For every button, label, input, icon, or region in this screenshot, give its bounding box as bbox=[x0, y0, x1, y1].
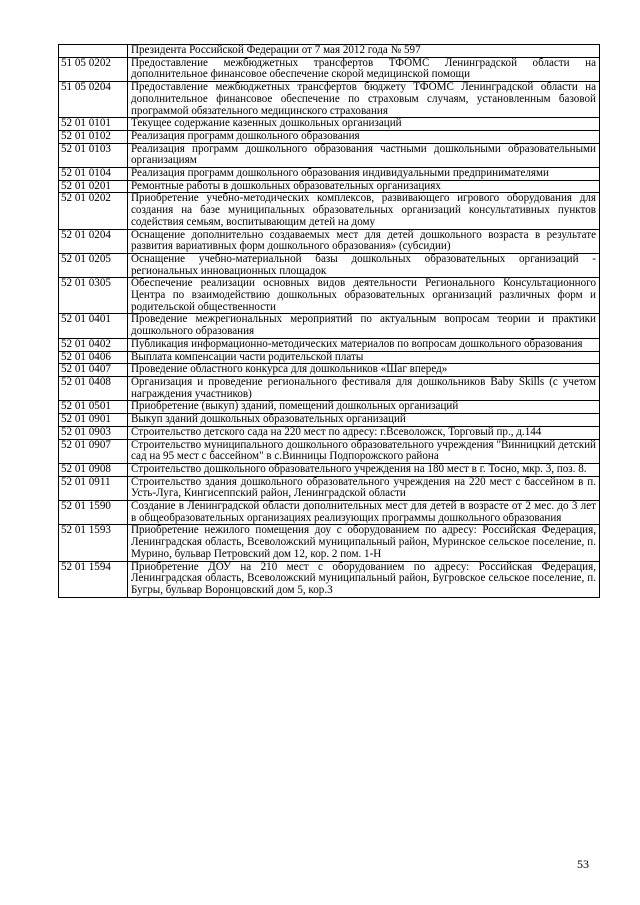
row-description: Приобретение (выкуп) зданий, помещений дошкольных организаций bbox=[128, 401, 600, 414]
row-code bbox=[59, 45, 128, 58]
table-row bbox=[59, 463, 600, 476]
row-description: Приобретение нежилого помещения доу с оборудованием по адресу: Российская Федерация, Ленинградская область, Всеволожский муниципальный район, Муринское сельское поселение, п. Мурино, бульвар Петровский дом 12, кор. 2 пом. 1-Н bbox=[128, 525, 600, 561]
row-code: 52 01 0903 bbox=[59, 426, 128, 439]
row-code: 52 01 0908 bbox=[59, 463, 128, 476]
table-row bbox=[59, 143, 600, 167]
table-row bbox=[59, 82, 600, 118]
row-description: Реализация программ дошкольного образования bbox=[128, 130, 600, 143]
table-row bbox=[59, 314, 600, 338]
row-code: 52 01 0101 bbox=[59, 118, 128, 131]
table-row bbox=[59, 253, 600, 277]
row-description: Строительство детского сада на 220 мест по адресу: г.Всеволожск, Торговый пр., д.144 bbox=[128, 426, 600, 439]
row-description: Создание в Ленинградской области дополнительных мест для детей в возрасте от 2 мес. до 3 лет в общеобразовательных организациях реализующих программы дошкольного образования bbox=[128, 501, 600, 525]
table-row bbox=[59, 376, 600, 400]
table-row bbox=[59, 338, 600, 351]
row-code: 51 05 0204 bbox=[59, 82, 128, 118]
row-code: 52 01 0407 bbox=[59, 364, 128, 377]
row-description: Проведение областного конкурса для дошкольников «Шаг вперед» bbox=[128, 364, 600, 377]
table-row bbox=[59, 439, 600, 463]
row-code: 52 01 0501 bbox=[59, 401, 128, 414]
table-row bbox=[59, 414, 600, 427]
row-description: Предоставление межбюджетных трансфертов бюджету ТФОМС Ленинградской области на дополнительное финансовое обеспечение по страховым случаям, установленным базовой программой обязательного медицинского страхования bbox=[128, 82, 600, 118]
table-row bbox=[59, 501, 600, 525]
row-code: 52 01 0102 bbox=[59, 130, 128, 143]
table-row bbox=[59, 118, 600, 131]
budget-codes-table bbox=[58, 44, 600, 598]
row-code: 52 01 1590 bbox=[59, 501, 128, 525]
row-code: 52 01 0104 bbox=[59, 168, 128, 181]
table-row bbox=[59, 364, 600, 377]
table-row bbox=[59, 130, 600, 143]
table-row bbox=[59, 401, 600, 414]
row-code: 52 01 0401 bbox=[59, 314, 128, 338]
row-description: Оснащение дополнительно создаваемых мест для детей дошкольного возраста в результате развития вариативных форм дошкольного образования» (субсидии) bbox=[128, 229, 600, 253]
row-description: Выплата компенсации части родительской платы bbox=[128, 351, 600, 364]
row-description: Текущее содержание казенных дошкольных организаций bbox=[128, 118, 600, 131]
row-code: 52 01 0103 bbox=[59, 143, 128, 167]
row-code: 52 01 0205 bbox=[59, 253, 128, 277]
table-row bbox=[59, 45, 600, 58]
row-code: 52 01 1594 bbox=[59, 561, 128, 597]
row-description: Приобретение ДОУ на 210 мест с оборудованием по адресу: Российская Федерация, Ленинградская область, Всеволожский муниципальный район, Бугровское сельское поселение, п. Бугры, бульвар Воронцовский дом 5, кор.3 bbox=[128, 561, 600, 597]
row-description: Президента Российской Федерации от 7 мая 2012 года № 597 bbox=[128, 45, 600, 58]
row-code: 52 01 1593 bbox=[59, 525, 128, 561]
row-description: Выкуп зданий дошкольных образовательных организаций bbox=[128, 414, 600, 427]
row-description: Обеспечение реализации основных видов деятельности Регионального Консультационного Центра по взаимодействию дошкольных образовательных организаций различных форм и родительской общественности bbox=[128, 278, 600, 314]
row-description: Приобретение учебно-методических комплексов, развивающего игрового оборудования для создания на базе муниципальных образовательных организаций консультативных пунктов содействия семьям, воспитывающим детей на дому bbox=[128, 193, 600, 229]
table-row bbox=[59, 193, 600, 229]
page-number: 53 bbox=[577, 857, 589, 871]
table-row bbox=[59, 57, 600, 81]
row-description: Предоставление межбюджетных трансфертов ТФОМС Ленинградской области на дополнительное финансовое обеспечение скорой медицинской помощи bbox=[128, 57, 600, 81]
table-row bbox=[59, 426, 600, 439]
row-description: Строительство здания дошкольного образовательного учреждения на 220 мест с бассейном в п. Усть-Луга, Кингисеппский район, Ленинградской области bbox=[128, 476, 600, 500]
row-description: Организация и проведение регионального фестиваля для дошкольников Baby Skills (с учетом награждения участников) bbox=[128, 376, 600, 400]
table-row bbox=[59, 351, 600, 364]
row-code: 52 01 0305 bbox=[59, 278, 128, 314]
table-row bbox=[59, 168, 600, 181]
row-code: 52 01 0408 bbox=[59, 376, 128, 400]
row-code: 52 01 0907 bbox=[59, 439, 128, 463]
table-body bbox=[59, 45, 600, 598]
row-code: 52 01 0406 bbox=[59, 351, 128, 364]
table-row bbox=[59, 278, 600, 314]
row-description: Проведение межрегиональных мероприятий по актуальным вопросам теории и практики дошкольного образования bbox=[128, 314, 600, 338]
table-row bbox=[59, 180, 600, 193]
table-row bbox=[59, 476, 600, 500]
table-row bbox=[59, 525, 600, 561]
row-description: Реализация программ дошкольного образования частными дошкольными образовательными организациям bbox=[128, 143, 600, 167]
row-code: 52 01 0201 bbox=[59, 180, 128, 193]
row-code: 52 01 0402 bbox=[59, 338, 128, 351]
row-description: Строительство дошкольного образовательного учреждения на 180 мест в г. Тосно, мкр. 3, поз. 8. bbox=[128, 463, 600, 476]
row-code: 52 01 0204 bbox=[59, 229, 128, 253]
table-row bbox=[59, 229, 600, 253]
row-description: Оснащение учебно-материальной базы дошкольных образовательных организаций - региональных инновационных площадок bbox=[128, 253, 600, 277]
row-description: Строительство муниципального дошкольного образовательного учреждения "Винницкий детский сад на 95 мест с бассейном" в с.Винницы Подпорожского района bbox=[128, 439, 600, 463]
row-code: 51 05 0202 bbox=[59, 57, 128, 81]
row-description: Ремонтные работы в дошкольных образовательных организациях bbox=[128, 180, 600, 193]
row-code: 52 01 0911 bbox=[59, 476, 128, 500]
row-code: 52 01 0901 bbox=[59, 414, 128, 427]
row-code: 52 01 0202 bbox=[59, 193, 128, 229]
row-description: Реализация программ дошкольного образования индивидуальными предпринимателями bbox=[128, 168, 600, 181]
row-description: Публикация информационно-методических материалов по вопросам дошкольного образования bbox=[128, 338, 600, 351]
table-row bbox=[59, 561, 600, 597]
